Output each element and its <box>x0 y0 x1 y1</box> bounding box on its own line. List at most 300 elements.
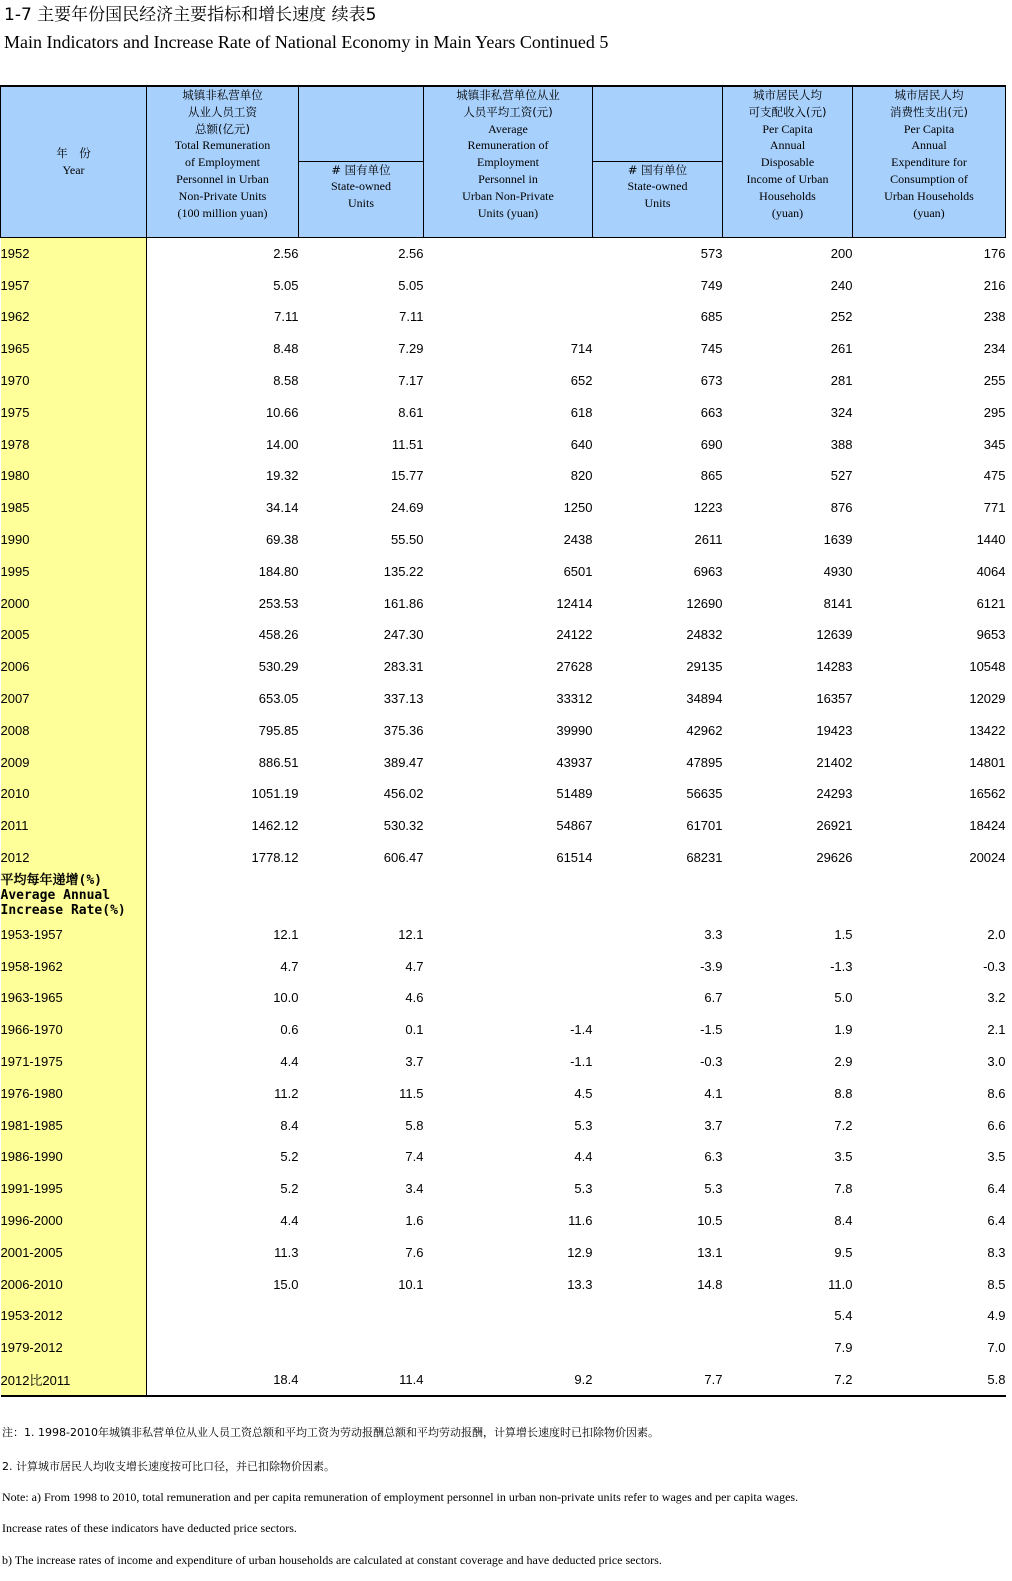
table-title-english: Main Indicators and Increase Rate of National Economy in Main Years Continued 5 <box>4 32 609 52</box>
header-text: Non-Private Units <box>178 188 267 203</box>
year-cell: 1966-1970 <box>1 1014 147 1046</box>
header-text: 城市居民人均 <box>894 88 964 102</box>
value-cell: -0.3 <box>983 958 1006 974</box>
header-text: 城镇非私营单位 <box>182 88 263 102</box>
value-cell: 4.7 <box>405 958 424 974</box>
header-text: 可支配收入(元) <box>748 104 827 119</box>
value-cell: 606.47 <box>383 850 424 866</box>
year-cell: 1979-2012 <box>1 1332 147 1364</box>
table-row <box>1 950 1006 982</box>
table-row <box>1 396 1006 428</box>
table-row <box>1 651 1006 683</box>
table-row <box>1 492 1006 524</box>
value-cell: 7.8 <box>834 1181 853 1197</box>
value-cell: 11.4 <box>299 1364 424 1397</box>
value-cell <box>593 1300 723 1332</box>
section-label <box>1 873 147 918</box>
value-cell: 771 <box>983 500 1006 516</box>
year-cell: 1963-1965 <box>1 982 147 1014</box>
table-body <box>1 237 1006 1396</box>
table-row <box>1 778 1006 810</box>
year-cell: 1995 <box>1 555 147 587</box>
value-cell: 7.0 <box>987 1340 1006 1356</box>
value-cell: 43937 <box>556 754 593 770</box>
header-year <box>1 86 147 237</box>
value-cell: 176 <box>983 245 1006 261</box>
value-cell: 6.7 <box>704 990 723 1006</box>
value-cell: 24.69 <box>390 500 424 516</box>
value-cell: 7.7 <box>593 1364 723 1397</box>
value-cell: 4.4 <box>280 1213 299 1228</box>
year-cell: 1957 <box>1 269 147 301</box>
value-cell: 1.5 <box>834 926 853 942</box>
value-cell: 530.29 <box>258 659 299 675</box>
value-cell: 24293 <box>816 786 853 802</box>
value-cell <box>593 1332 723 1364</box>
value-cell: 18424 <box>969 818 1006 834</box>
value-cell: 14.00 <box>265 436 299 452</box>
value-cell: 216 <box>983 277 1006 293</box>
value-cell: 12414 <box>556 595 593 611</box>
value-cell: 8.4 <box>280 1117 299 1133</box>
value-cell: 652 <box>570 373 593 389</box>
year-cell: 1952 <box>1 237 147 269</box>
value-cell: 29135 <box>686 659 723 675</box>
value-cell: 663 <box>700 404 723 420</box>
value-cell: 1.9 <box>834 1022 853 1038</box>
value-cell: 13.3 <box>567 1276 593 1292</box>
value-cell: 4064 <box>976 563 1006 579</box>
value-cell <box>147 1300 299 1332</box>
value-cell: 324 <box>830 404 853 420</box>
header-text: # 国有单位 <box>331 162 391 177</box>
value-cell: 3.5 <box>834 1149 853 1165</box>
empty-cell <box>593 873 723 918</box>
value-cell: 161.86 <box>383 595 424 611</box>
value-cell: 33312 <box>556 691 593 707</box>
value-cell: 5.05 <box>398 277 424 293</box>
value-cell: 749 <box>700 277 723 293</box>
table-title-chinese: 1-7 主要年份国民经济主要指标和增长速度 续表5 <box>4 5 377 25</box>
table-row <box>1 714 1006 746</box>
value-cell: 388 <box>830 436 853 452</box>
year-cell: 2006-2010 <box>1 1268 147 1300</box>
value-cell: 11.2 <box>274 1085 299 1101</box>
value-cell: 2611 <box>694 532 723 548</box>
value-cell: 714 <box>570 341 593 357</box>
year-cell: 1970 <box>1 365 147 397</box>
year-cell: 1976-1980 <box>1 1077 147 1109</box>
header-text: Per Capita <box>903 121 955 136</box>
value-cell: 21402 <box>816 754 853 770</box>
header-text: 城市居民人均 <box>753 88 822 102</box>
value-cell: 389.47 <box>383 754 424 770</box>
header-text: (yuan) <box>913 205 945 220</box>
value-cell: 12639 <box>816 627 853 643</box>
value-cell: 253.53 <box>258 595 299 611</box>
value-cell: 1.6 <box>405 1213 424 1228</box>
value-cell: 252 <box>830 309 853 325</box>
value-cell: 69.38 <box>265 532 299 548</box>
value-cell: 61701 <box>686 818 723 834</box>
header-text: Average <box>488 121 528 136</box>
table-row <box>1 842 1006 874</box>
value-cell: 6121 <box>976 595 1006 611</box>
table-row <box>1 587 1006 619</box>
value-cell: 13.1 <box>697 1244 723 1260</box>
header-text: # 国有单位 <box>627 162 688 177</box>
value-cell: 10.66 <box>265 404 299 420</box>
value-cell: 4.1 <box>704 1085 723 1101</box>
value-cell: 8.58 <box>273 373 299 389</box>
header-text: Personnel in <box>478 171 538 186</box>
header-text: Annual <box>769 138 806 153</box>
header-state-owned-2 <box>593 161 723 237</box>
table-row <box>1 1077 1006 1109</box>
value-cell: 9.2 <box>424 1364 593 1397</box>
value-cell: 20024 <box>969 850 1006 866</box>
value-cell: 745 <box>700 341 723 357</box>
value-cell: -1.1 <box>570 1054 593 1070</box>
value-cell: 8.3 <box>987 1244 1006 1260</box>
empty-cell <box>853 873 1006 918</box>
value-cell: 281 <box>830 373 853 389</box>
value-cell: 14.8 <box>697 1276 723 1292</box>
value-cell: 234 <box>983 341 1006 357</box>
table-row <box>1 237 1006 269</box>
year-cell: 1991-1995 <box>1 1173 147 1205</box>
value-cell: 375.36 <box>383 722 424 738</box>
value-cell: 7.9 <box>834 1340 853 1356</box>
table-row <box>1 555 1006 587</box>
value-cell: 16357 <box>816 691 853 707</box>
value-cell: 4.4 <box>574 1149 593 1165</box>
table-row <box>1 918 1006 950</box>
value-cell: 5.3 <box>574 1181 593 1197</box>
value-cell <box>424 1332 593 1364</box>
value-cell <box>299 1300 424 1332</box>
value-cell: 5.8 <box>405 1117 424 1133</box>
value-cell: 7.4 <box>405 1149 424 1165</box>
value-cell: 618 <box>570 404 593 420</box>
header-text: 城镇非私营单位从业 <box>456 88 560 102</box>
table-row <box>1 1205 1006 1237</box>
value-cell: 8141 <box>823 595 853 611</box>
value-cell: 29626 <box>816 850 853 866</box>
value-cell: 9653 <box>976 627 1006 643</box>
empty-cell <box>147 873 299 918</box>
header-text: Disposable <box>760 155 815 170</box>
value-cell: 9.5 <box>834 1244 853 1260</box>
table-row <box>1 1046 1006 1078</box>
year-cell: 2006 <box>1 651 147 683</box>
header-spacer <box>593 86 723 161</box>
value-cell: 2.0 <box>987 926 1006 942</box>
header-text: Employment <box>477 155 539 170</box>
header-year-en: Year <box>62 162 85 177</box>
empty-cell <box>723 873 853 918</box>
value-cell: 685 <box>700 309 723 325</box>
value-cell: 7.29 <box>398 341 424 357</box>
value-cell: 5.4 <box>834 1308 853 1324</box>
value-cell: 10.1 <box>398 1276 424 1292</box>
header-total-remuneration <box>147 86 299 237</box>
value-cell: 135.22 <box>383 563 424 579</box>
table-row <box>1 1300 1006 1332</box>
value-cell: 865 <box>700 468 723 484</box>
value-cell: 34894 <box>686 691 723 707</box>
value-cell: 11.3 <box>274 1244 299 1260</box>
value-cell: 7.11 <box>399 309 424 325</box>
header-text: Personnel in Urban <box>176 171 269 186</box>
value-cell: 4.7 <box>280 958 299 974</box>
value-cell <box>424 301 593 333</box>
header-year-cn: 年 份 <box>56 145 91 160</box>
value-cell: 24122 <box>556 627 593 643</box>
year-cell: 1953-2012 <box>1 1300 147 1332</box>
section-label-line: 平均每年递增(%) <box>0 873 102 889</box>
table-row <box>1 460 1006 492</box>
value-cell <box>424 982 593 1014</box>
year-cell: 2011 <box>1 810 147 842</box>
header-text: Consumption of <box>890 171 968 186</box>
header-text: of Employment <box>185 155 260 170</box>
table-row <box>1 333 1006 365</box>
value-cell: 51489 <box>556 786 593 802</box>
value-cell: 527 <box>830 468 853 484</box>
value-cell: 283.31 <box>383 659 424 675</box>
indicators-table <box>0 85 1006 1397</box>
value-cell: 2.1 <box>987 1022 1006 1038</box>
value-cell: 11.6 <box>568 1213 593 1228</box>
note-1: 注：1. 1998-2010年城镇非私营单位从业人员工资总额和平均工资为劳动报酬总额和平均劳动报酬，计算增长速度时已扣除物价因素。 <box>2 1426 659 1439</box>
header-text: State-owned <box>331 179 391 194</box>
value-cell: 10.5 <box>697 1213 723 1228</box>
year-cell: 2000 <box>1 587 147 619</box>
value-cell: 573 <box>700 245 723 261</box>
year-cell: 1958-1962 <box>1 950 147 982</box>
value-cell: 8.48 <box>273 341 299 357</box>
value-cell: -1.5 <box>700 1022 723 1038</box>
header-text: Units <box>347 196 374 211</box>
header-spacer <box>299 86 424 161</box>
header-text: Per Capita <box>762 121 813 136</box>
value-cell <box>424 237 593 269</box>
header-average-remuneration <box>424 86 593 237</box>
year-cell: 2009 <box>1 746 147 778</box>
header-text: 消费性支出(元) <box>890 104 968 119</box>
header-text: Remuneration of <box>467 138 549 153</box>
value-cell: 26921 <box>816 818 853 834</box>
value-cell: 15.0 <box>273 1276 299 1292</box>
year-cell: 2008 <box>1 714 147 746</box>
value-cell: 56635 <box>686 786 723 802</box>
value-cell: 653.05 <box>258 691 299 707</box>
value-cell: 10.0 <box>273 990 299 1006</box>
header-text: Expenditure for <box>891 155 967 170</box>
value-cell: 8.61 <box>398 404 424 420</box>
value-cell: 886.51 <box>258 754 299 770</box>
value-cell: 11.0 <box>828 1276 853 1292</box>
value-cell <box>424 269 593 301</box>
value-cell: 795.85 <box>258 722 299 738</box>
value-cell: 456.02 <box>383 786 424 802</box>
value-cell: 61514 <box>556 850 593 866</box>
value-cell: 7.6 <box>405 1244 424 1260</box>
value-cell: 1223 <box>693 500 723 516</box>
value-cell: 1778.12 <box>251 850 299 866</box>
year-cell: 1986-1990 <box>1 1141 147 1173</box>
value-cell: 295 <box>983 404 1006 420</box>
value-cell: -3.9 <box>700 958 723 974</box>
value-cell: 876 <box>830 500 853 516</box>
value-cell: 2438 <box>563 532 593 548</box>
value-cell: 8.4 <box>834 1213 853 1228</box>
value-cell: 1462.12 <box>251 818 299 834</box>
value-cell: 1440 <box>976 532 1006 548</box>
table-row <box>1 1173 1006 1205</box>
value-cell: 47895 <box>686 754 723 770</box>
value-cell: 3.4 <box>405 1181 424 1197</box>
value-cell: 6.6 <box>987 1117 1006 1133</box>
value-cell: 34.14 <box>265 500 299 516</box>
value-cell: 13422 <box>969 722 1006 738</box>
table-row <box>1 269 1006 301</box>
year-cell: 1985 <box>1 492 147 524</box>
header-disposable-income <box>723 86 853 237</box>
value-cell: 14283 <box>816 659 853 675</box>
table-row <box>1 1236 1006 1268</box>
value-cell: -1.4 <box>570 1022 593 1038</box>
value-cell: 11.5 <box>399 1085 424 1101</box>
note-2: 2. 计算城市居民人均收支增长速度按可比口径，并已扣除物价因素。 <box>2 1460 335 1473</box>
section-label-line: Average Annual <box>0 888 111 904</box>
value-cell: 19423 <box>816 722 853 738</box>
value-cell: 8.8 <box>834 1085 853 1101</box>
year-cell: 1990 <box>1 524 147 556</box>
year-cell: 2012比2011 <box>1 1364 147 1397</box>
note-4: Increase rates of these indicators have deducted price sectors. <box>2 1521 297 1535</box>
value-cell: 640 <box>570 436 593 452</box>
table-row <box>1 428 1006 460</box>
table-row <box>1 746 1006 778</box>
header-state-owned-1 <box>299 161 424 237</box>
value-cell: 5.3 <box>574 1117 593 1133</box>
table-row <box>1 1332 1006 1364</box>
value-cell: 8.5 <box>987 1276 1006 1292</box>
value-cell: -0.3 <box>700 1054 723 1070</box>
value-cell: 6501 <box>563 563 593 579</box>
value-cell <box>147 1332 299 1364</box>
value-cell: 11.51 <box>391 436 424 452</box>
value-cell: 54867 <box>556 818 593 834</box>
header-text: 从业人员工资 <box>188 104 257 119</box>
header-text: Units <box>644 196 671 211</box>
value-cell: 6963 <box>693 563 723 579</box>
value-cell: 12690 <box>686 595 723 611</box>
value-cell: 3.7 <box>405 1054 424 1070</box>
year-cell: 1965 <box>1 333 147 365</box>
header-text: Income of Urban <box>746 171 829 186</box>
year-cell: 1971-1975 <box>1 1046 147 1078</box>
year-cell: 1981-1985 <box>1 1109 147 1141</box>
value-cell: 8.6 <box>987 1085 1006 1101</box>
value-cell: -1.3 <box>830 958 853 974</box>
header-text: 人员平均工资(元) <box>463 104 553 119</box>
year-cell: 1953-1957 <box>1 918 147 950</box>
value-cell <box>424 1300 593 1332</box>
year-cell: 2001-2005 <box>1 1236 147 1268</box>
table-row <box>1 810 1006 842</box>
value-cell: 6.4 <box>987 1213 1006 1228</box>
table-row <box>1 1268 1006 1300</box>
header-text: Urban Households <box>884 188 974 203</box>
value-cell: 1639 <box>823 532 853 548</box>
table-row <box>1 524 1006 556</box>
header-text: Total Remuneration <box>174 138 271 153</box>
value-cell: 6.3 <box>704 1149 723 1165</box>
value-cell: 27628 <box>556 659 593 675</box>
value-cell: 10548 <box>969 659 1006 675</box>
value-cell: 690 <box>700 436 723 452</box>
header-text: Units (yuan) <box>477 205 539 220</box>
year-cell: 2012 <box>1 842 147 874</box>
value-cell: 14801 <box>969 754 1006 770</box>
value-cell: 42962 <box>686 722 723 738</box>
value-cell: 184.80 <box>258 563 299 579</box>
table-row <box>1 365 1006 397</box>
value-cell: 337.13 <box>383 691 424 707</box>
value-cell: 261 <box>830 341 853 357</box>
value-cell: 5.05 <box>273 277 299 293</box>
table-row <box>1 619 1006 651</box>
note-5: b) The increase rates of income and expenditure of urban households are calculated at constant coverage and have deducted price sectors. <box>2 1553 662 1567</box>
table-row <box>1 301 1006 333</box>
value-cell: 4.5 <box>574 1085 593 1101</box>
table-row <box>1 982 1006 1014</box>
value-cell: 475 <box>983 468 1006 484</box>
section-header-row <box>1 873 1006 918</box>
value-cell: 16562 <box>969 786 1006 802</box>
value-cell: 3.7 <box>704 1117 723 1133</box>
value-cell: 7.17 <box>398 373 424 389</box>
value-cell: 200 <box>830 245 853 261</box>
value-cell: 1250 <box>563 500 593 516</box>
header-text: State-owned <box>627 179 688 194</box>
value-cell: 12.9 <box>567 1244 593 1260</box>
value-cell: 3.5 <box>987 1149 1006 1165</box>
value-cell: 55.50 <box>390 532 424 548</box>
value-cell: 2.56 <box>273 245 299 261</box>
year-cell: 1962 <box>1 301 147 333</box>
value-cell: 238 <box>983 309 1006 325</box>
year-cell: 2010 <box>1 778 147 810</box>
value-cell: 18.4 <box>147 1364 299 1397</box>
empty-cell <box>299 873 424 918</box>
value-cell: 5.2 <box>280 1149 299 1165</box>
value-cell: 5.3 <box>704 1181 723 1197</box>
value-cell: 12029 <box>969 691 1006 707</box>
value-cell: 7.2 <box>723 1364 853 1397</box>
header-text: Annual <box>911 138 947 153</box>
header-text: 总额(亿元) <box>195 121 250 136</box>
value-cell: 12.1 <box>273 926 299 942</box>
value-cell: 5.2 <box>280 1181 299 1197</box>
value-cell: 0.1 <box>405 1022 424 1038</box>
value-cell: 5.8 <box>853 1364 1006 1397</box>
header-text: Urban Non-Private <box>462 188 554 203</box>
value-cell: 3.3 <box>704 926 723 942</box>
